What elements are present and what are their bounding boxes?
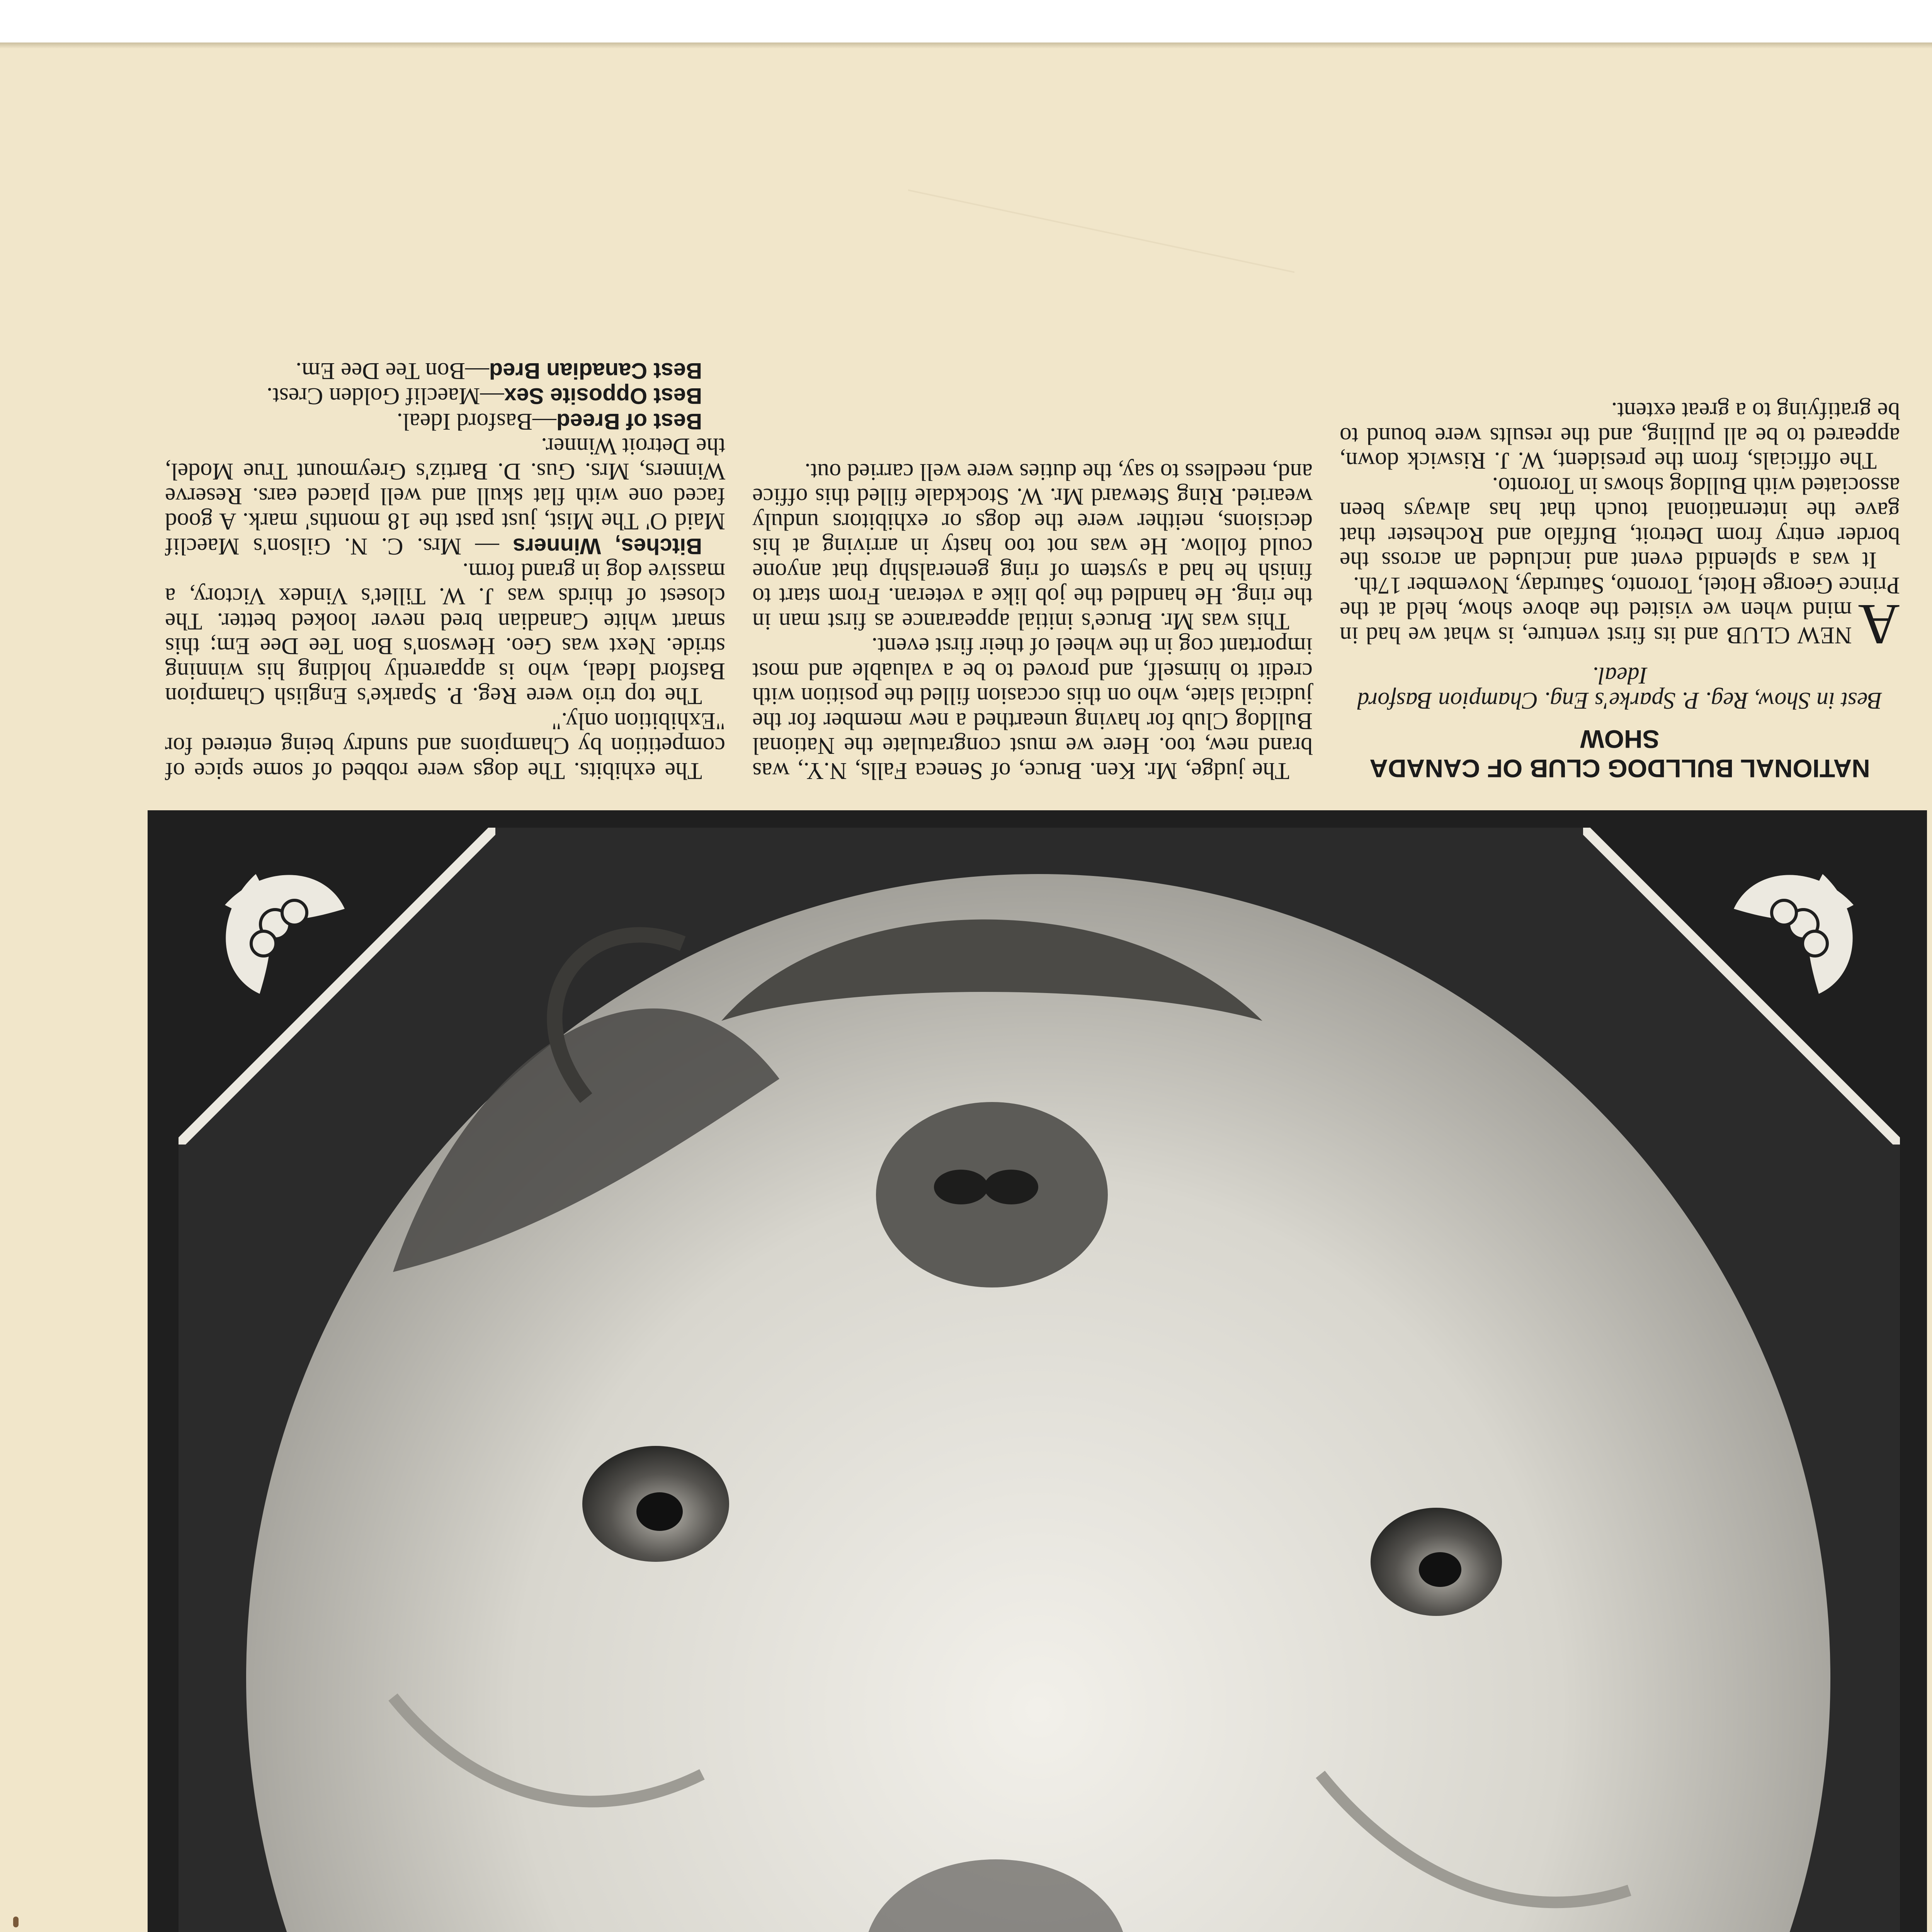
article-paragraph: ANEW CLUB and its first venture, is what we had in mind when we visited the above show, held at the Prince George Hotel, Toronto, Saturday, November 17th. (1340, 572, 1900, 656)
holly-corner-bottom-right-icon (179, 828, 495, 1145)
bitches-paragraph (165, 434, 725, 559)
award-label: Best of Breed (556, 409, 702, 434)
award-line (165, 383, 725, 409)
article-paragraph: It was a splendid event and included an across the border entry from Detroit, Buffalo and Rochester that gave the international touch that has always been associated with Bulldog shows in Toronto. (1340, 473, 1900, 574)
illustration-caption: Best in Show, Reg. P. Sparke's Eng. Champion Basford Ideal. (1357, 662, 1883, 714)
article-paragraph: The exhibits. The dogs were robbed of some spice of competition by Champions and sundry being entered for "Exhibition only." (165, 708, 725, 784)
article-column-3 (165, 358, 725, 784)
bulldog-drawing (179, 828, 1900, 1932)
award-line (165, 409, 725, 434)
article-column-2 (752, 459, 1313, 784)
bitches-lead: Bitches, Winners (513, 534, 702, 559)
bitches-text: — Mrs. C. N. Gilson's Maeclif Maid O' The Mist, just past the 18 months' mark. A good faced one with flat skull and well placed ears. Reserve Winners, Mrs. Gus. D. Bartiz's Greymount True Model, the Detroit Winner. (165, 433, 725, 560)
award-value: —Bon Tee Dee Em. (296, 358, 489, 384)
rotated-page (0, 43, 1932, 1932)
award-value: —Basford Ideal. (396, 408, 556, 435)
article-paragraph: The judge, Mr. Ken. Bruce, of Seneca Falls, N.Y., was brand new, too. Here we must congratulate the National Bulldog Club for having unearthed a new member for the judicial slate, who on this occasion filled the position with credit to himself, and proved to be a valuable and most important cog in the wheel of their first event. (752, 633, 1313, 784)
article-column-1 (1340, 398, 1900, 783)
award-line (165, 358, 725, 384)
award-label: Best Opposite Sex (504, 383, 702, 409)
award-label: Best Canadian Bred (489, 358, 702, 383)
article-paragraph: This was Mr. Bruce's initial appearance as first man in the ring. He handled the job like a veteran. From start to finish he had a system of ring generalship that anyone could follow. He was not too hasty in arriving at his decisions, neither were the dogs or exhibitors unduly wearied. Ring Steward Mr. W. Stockdale filled this office and, needless to say, the duties were well carried out. (752, 459, 1313, 634)
article-heading: NATIONAL BULLDOG CLUB OF CANADA SHOW (1369, 725, 1870, 783)
article-paragraph: The officials, from the president, W. J. Riswick down, appeared to be all pulling, and the results were bound to be gratifying to a great extent. (1340, 398, 1900, 474)
illustration-plate (148, 810, 1927, 1932)
holly-corner-bottom-left-icon (1583, 828, 1900, 1145)
article-paragraph: The top trio were Reg. P. Sparke's English Champion Basford Ideal, who is apparently holding his winning stride. Next was Geo. Hewson's Bon Tee Dee Em; this smart white Canadian bred never looked better. The closest of thirds was J. W. Tillet's Vindex Victory, a massive dog in grand form. (165, 558, 725, 709)
award-value: —Maeclif Golden Crest. (266, 383, 504, 410)
magazine-sheet (0, 43, 1932, 1932)
